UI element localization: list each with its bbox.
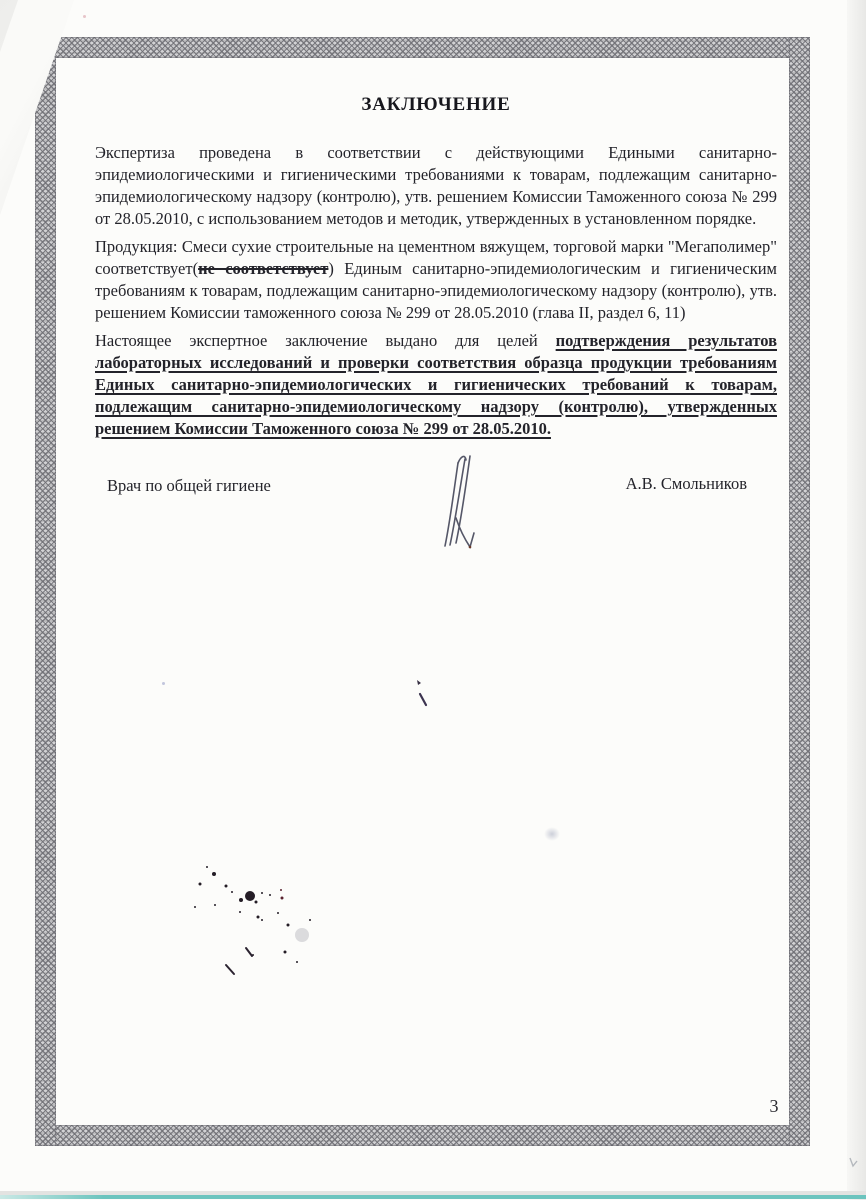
- tiny-pink-speck: [83, 15, 86, 18]
- document-body: [95, 94, 777, 440]
- paragraph-product: [95, 236, 777, 324]
- signer-role: Врач по общей гигиене: [107, 476, 271, 495]
- struck-not-conforms-text: не соответствует: [198, 259, 329, 278]
- handwritten-signature: [438, 450, 484, 554]
- document-title: ЗАКЛЮЧЕНИЕ: [361, 94, 511, 115]
- signer-name: А.В. Смольников: [625, 474, 747, 493]
- paragraph-purpose-pre: Настоящее экспертное заключение выдано для целей: [95, 331, 556, 350]
- border-band-right: [789, 37, 810, 1146]
- paragraph-expertise-text: Экспертиза проведена в соответствии с действующими Едиными санитарно-эпидемиологическими и гигиеническими требованиями к товарам, подлежащим санитарно-эпидемиологическому надзору (контролю), утв. решением Комиссии Таможенного союза № 299 от 28.05.2010, с использованием методов и методик, утвержденных в установленном порядке.: [95, 143, 777, 228]
- paragraph-product-pre: Продукция: Смеси сухие строительные на цементном вяжущем, торговой марки "Мегаполимер" соответствует(: [95, 237, 777, 278]
- border-band-bottom: [35, 1125, 810, 1146]
- stray-pen-marks: [412, 676, 432, 708]
- tiny-blue-speck: [162, 682, 165, 685]
- border-band-top: [35, 37, 810, 58]
- page-number: 3: [769, 1096, 779, 1116]
- paragraph-purpose-emphasis: подтверждения результатов лабораторных исследований и проверки соответствия образца продукции требованиям Единых санитарно-эпидемиологических и гигиенических требований к товарам, подлежащим санитарно-эпидемиологическому надзору (контролю), утвержденных решением Комиссии Таможенного союза № 299 от 28.05.2010.: [95, 331, 777, 438]
- paragraph-expertise: [95, 142, 777, 230]
- scan-edge-right: [847, 0, 866, 1200]
- ink-spatter: [180, 855, 325, 985]
- border-band-left: [35, 37, 56, 1146]
- signature-row: [95, 476, 777, 500]
- faint-smudge: [544, 827, 560, 841]
- paragraph-purpose: [95, 330, 777, 440]
- paragraph-product-post: ) Единым санитарно-эпидемиологическим и гигиеническим требованиям к товарам, подлежащим санитарно-эпидемиологическому надзору (контролю), утв. решением Комиссии таможенного союза № 299 от 28.05.2010 (глава II, раздел 6, 11): [95, 259, 778, 322]
- edge-tick-mark: [848, 1156, 860, 1170]
- scan-edge-bottom-teal: [0, 1195, 866, 1199]
